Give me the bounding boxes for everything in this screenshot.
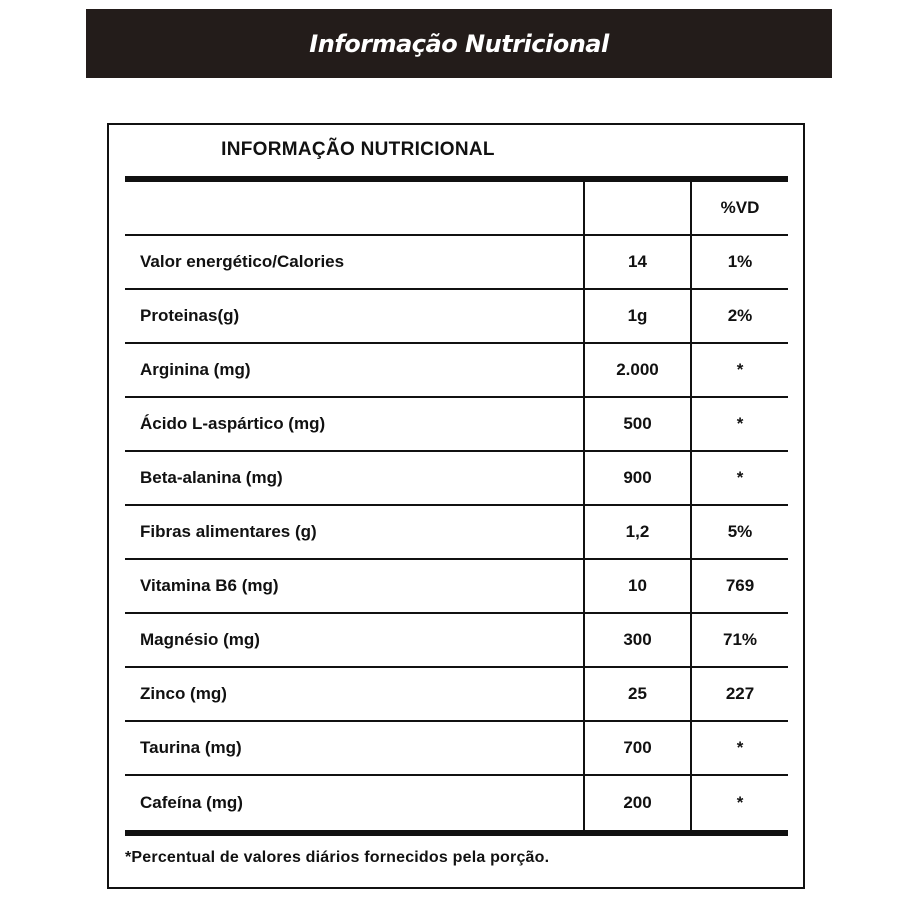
nutrient-amount: 2.000	[583, 344, 690, 396]
header-vd-cell: %VD	[690, 182, 788, 234]
nutrient-amount: 300	[583, 614, 690, 666]
nutrient-vd: 227	[690, 668, 788, 720]
table-row	[125, 236, 788, 290]
nutrient-name: Valor energético/Calories	[140, 252, 345, 271]
table-row	[125, 722, 788, 776]
nutrient-amount: 500	[583, 398, 690, 450]
table-row	[125, 290, 788, 344]
nutrient-vd: *	[690, 398, 788, 450]
nutrient-vd: *	[690, 344, 788, 396]
header-banner	[86, 9, 832, 78]
header-name-cell	[125, 182, 583, 234]
nutrient-vd: 2%	[690, 290, 788, 342]
table-row	[125, 560, 788, 614]
nutrient-vd: 5%	[690, 506, 788, 558]
nutrient-vd: *	[690, 452, 788, 504]
nutrient-name: Taurina (mg)	[140, 738, 242, 757]
nutrient-amount: 14	[583, 236, 690, 288]
nutrient-name: Magnésio (mg)	[140, 630, 260, 649]
nutrient-amount: 1g	[583, 290, 690, 342]
header-amount-cell	[583, 182, 690, 234]
table-row	[125, 506, 788, 560]
table-row	[125, 668, 788, 722]
nutrient-vd: 71%	[690, 614, 788, 666]
nutrient-name: Arginina (mg)	[140, 360, 251, 379]
nutrient-vd: *	[690, 776, 788, 830]
nutrition-table	[125, 182, 788, 830]
nutrient-amount: 900	[583, 452, 690, 504]
table-header-row	[125, 182, 788, 236]
table-row	[125, 614, 788, 668]
nutrient-amount: 200	[583, 776, 690, 830]
nutrient-name: Vitamina B6 (mg)	[140, 576, 279, 595]
table-row	[125, 398, 788, 452]
footnote: *Percentual de valores diários fornecidos pela porção.	[125, 849, 550, 866]
nutrient-name: Proteinas(g)	[140, 306, 240, 325]
nutrient-name: Beta-alanina (mg)	[140, 468, 283, 487]
nutrient-vd: 1%	[690, 236, 788, 288]
table-row	[125, 776, 788, 830]
nutrient-name: Zinco (mg)	[140, 684, 227, 703]
nutrient-amount: 10	[583, 560, 690, 612]
nutrient-amount: 25	[583, 668, 690, 720]
table-row	[125, 344, 788, 398]
table-title: INFORMAÇÃO NUTRICIONAL	[221, 139, 495, 160]
nutrient-name: Fibras alimentares (g)	[140, 522, 317, 541]
table-row	[125, 452, 788, 506]
nutrient-name: Ácido L-aspártico (mg)	[140, 414, 326, 433]
nutrient-name: Cafeína (mg)	[140, 793, 243, 812]
nutrition-panel	[107, 123, 805, 889]
nutrient-vd: 769	[690, 560, 788, 612]
nutrient-amount: 1,2	[583, 506, 690, 558]
nutrient-vd: *	[690, 722, 788, 774]
nutrient-amount: 700	[583, 722, 690, 774]
bottom-thick-rule	[125, 830, 788, 836]
banner-title: Informação Nutricional	[309, 29, 609, 58]
